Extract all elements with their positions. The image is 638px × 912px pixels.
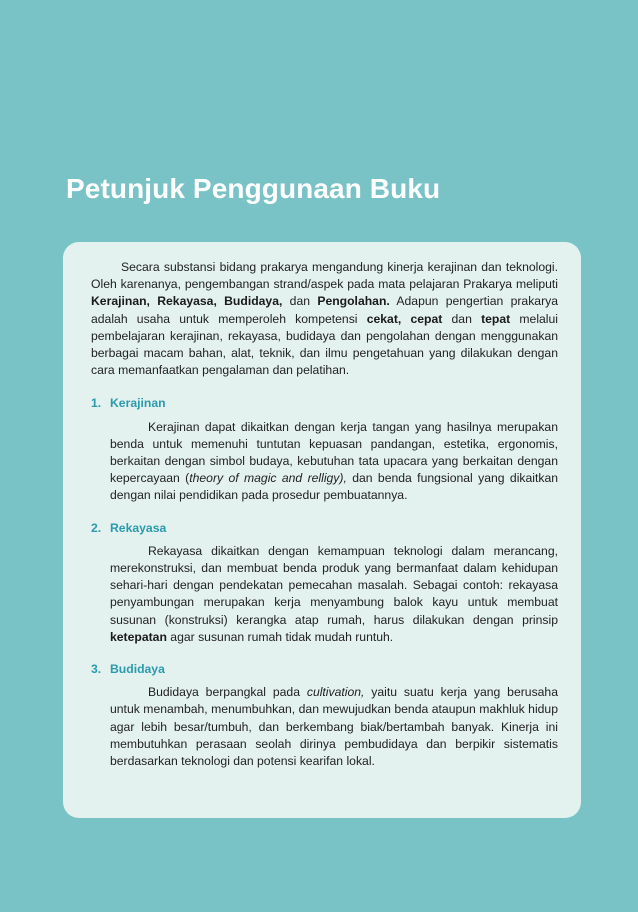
section-text: Kerajinan dapat dikaitkan dengan kerja tangan yang hasilnya merupakan benda untuk memenuhi tuntutan kepuasan pandangan, estetika, ergonomis, berkaitan dengan simbol budaya, kebutuhan tata upacara yang berkaitan dengan kepercayaan ( — [110, 419, 558, 486]
section-kerajinan — [91, 395, 558, 504]
section-number: 2. — [91, 520, 102, 535]
section-paragraph — [91, 684, 558, 770]
intro-text: Adapun pengertian prakarya adalah usaha untuk memperoleh kompetensi — [91, 294, 559, 326]
section-title: Kerajinan — [110, 396, 166, 411]
section-italic-text: theory of magic and relligy), — [189, 471, 347, 486]
section-rekayasa — [91, 520, 558, 646]
intro-bold-cekat-cepat: cekat, cepat — [366, 311, 443, 326]
intro-text: Secara substansi bidang prakarya mengandung kinerja kerajinan dan teknologi. Oleh karenanya, pengembangan strand/aspek pada mata pelajaran Prakarya meliputi — [91, 260, 558, 292]
section-text: Budidaya berpangkal pada — [148, 685, 307, 700]
section-heading — [91, 395, 558, 412]
intro-bold-pengolahan: Pengolahan. — [317, 294, 390, 309]
section-number: 1. — [91, 396, 102, 411]
section-heading — [91, 520, 558, 537]
section-italic-text: cultivation, — [306, 685, 365, 700]
section-paragraph — [91, 419, 558, 505]
section-title: Budidaya — [110, 662, 165, 677]
intro-paragraph — [91, 259, 558, 379]
intro-text: dan — [282, 294, 318, 309]
section-text: dan benda fungsional yang dikaitkan dengan nilai pendidikan pada prosedur pembuatannya. — [110, 471, 559, 503]
intro-bold-tepat: tepat — [481, 311, 511, 326]
intro-text: melalui pembelajaran kerajinan, rekayasa, budidaya dan pengolahan dengan menggunakan berbagai macam bahan, alat, teknik, dan ilmu pengetahuan yang dilakukan dengan cara memanfaatkan pengalaman dan pelatihan. — [91, 311, 559, 378]
section-number: 3. — [91, 662, 102, 677]
section-bold-text: ketepatan — [110, 629, 167, 644]
content-card — [63, 242, 581, 818]
section-text: yaitu suatu kerja yang berusaha untuk menambah, menumbuhkan, dan mewujudkan benda ataupun makhluk hidup agar lebih besar/tumbuh, dan berkembang biak/bertambah banyak. Kinerja ini membutuhkan perasaan seolah dirinya pembudidaya dan berpikir sistematis berdasarkan teknologi dan potensi kearifan lokal. — [110, 685, 558, 769]
section-paragraph — [91, 543, 558, 646]
intro-bold-strands: Kerajinan, Rekayasa, Budidaya, — [91, 294, 283, 309]
section-budidaya — [91, 661, 558, 770]
card-body — [91, 259, 558, 770]
section-text: Rekayasa dikaitkan dengan kemampuan teknologi dalam merancang, merekonstruksi, dan membuat benda produk yang bermanfaat dalam kehidupan sehari-hari dengan pendekatan pemecahan masalah. Sebagai contoh: rekayasa penyambungan merupakan kerja menyambung balok kayu untuk membuat susunan (konstruksi) kerangka atap rumah, harus dilakukan dengan prinsip — [110, 543, 558, 627]
section-heading — [91, 661, 558, 678]
section-text: agar susunan rumah tidak mudah runtuh. — [166, 629, 394, 644]
page-title: Petunjuk Penggunaan Buku — [66, 173, 441, 204]
intro-text: dan — [442, 311, 482, 326]
section-title: Rekayasa — [110, 520, 167, 535]
